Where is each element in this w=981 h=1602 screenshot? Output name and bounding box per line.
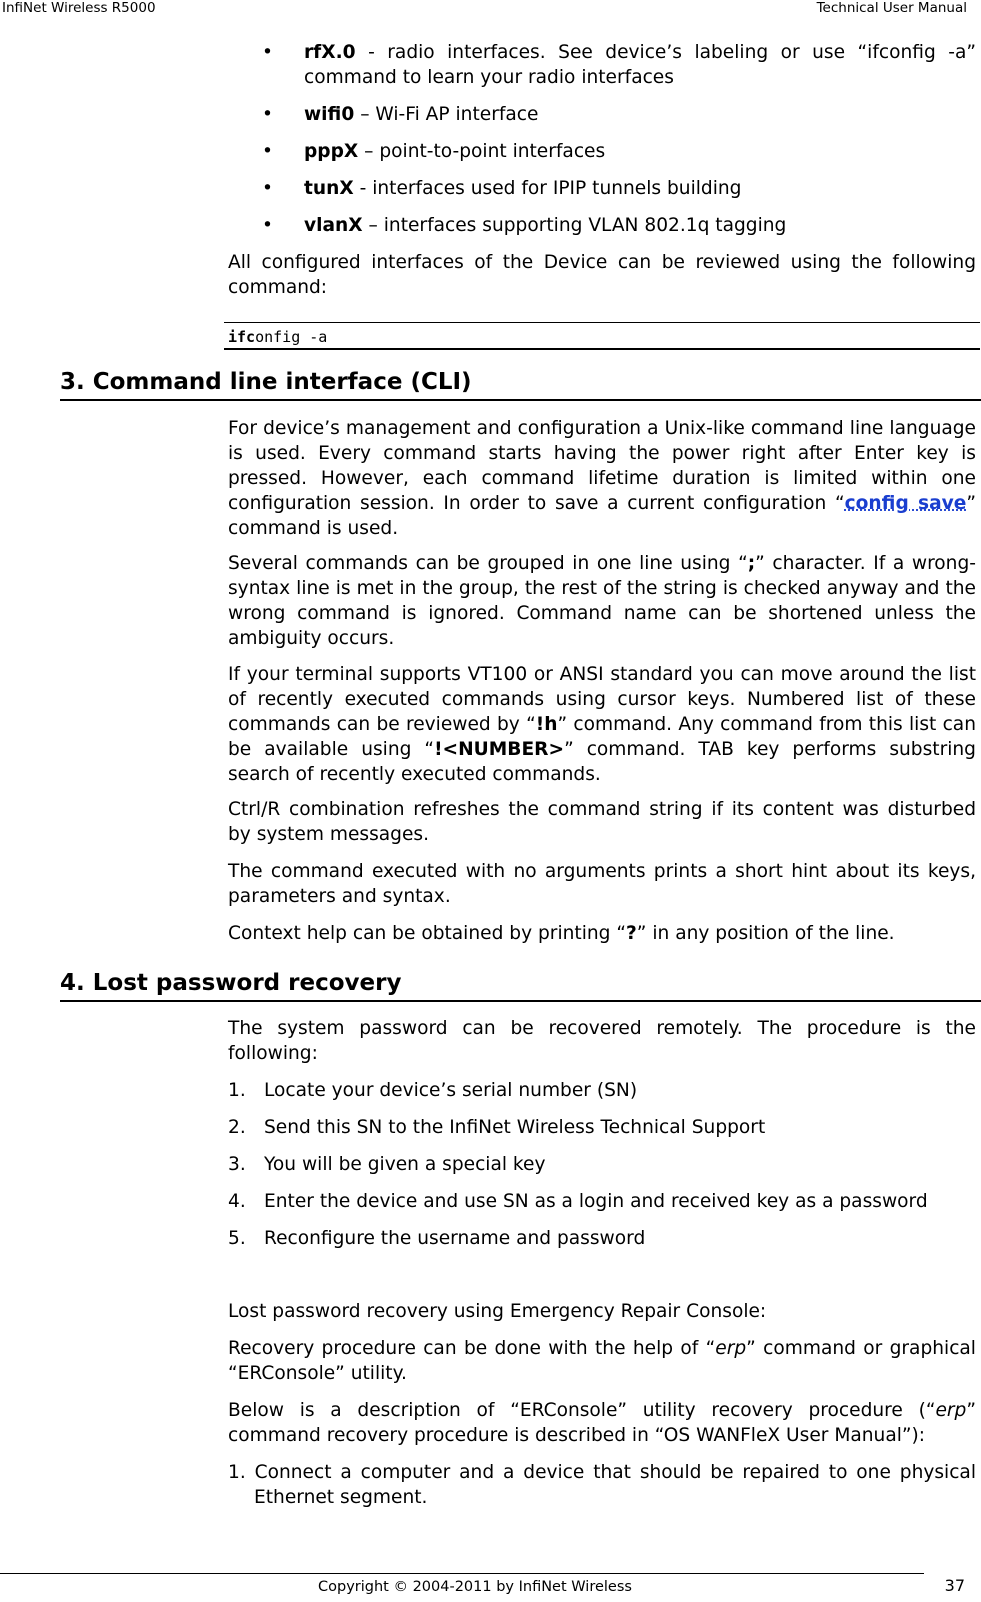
step-text: Locate your device’s serial number (SN): [264, 1080, 638, 1101]
paragraph: Ctrl/R combination refreshes the command string if its content was disturbed by system messages.: [228, 799, 976, 845]
step-number: 1.: [228, 1462, 246, 1483]
erc-step: [228, 1460, 976, 1510]
text: For device’s management and configuration a Unix-like command line language is used. Every command starts having the power right after Enter key is pressed. However, each command lifetime duration is limited within one configuration session. In order to save a current configuration “: [228, 418, 976, 514]
step-text: Connect a computer and a device that should be repaired to one physical Ethernet segment.: [254, 1462, 976, 1508]
page-number: 37: [944, 1576, 965, 1595]
step-number: 1.: [228, 1080, 246, 1101]
code-rest: onfig -a: [255, 328, 328, 346]
paragraph: [228, 416, 976, 541]
code-block: [224, 322, 980, 350]
list-item: [228, 102, 976, 127]
term: tunX: [304, 178, 354, 199]
paragraph: [228, 921, 976, 946]
list-item: [228, 1189, 976, 1214]
definition: - interfaces used for IPIP tunnels building: [353, 178, 742, 199]
text: ” command recovery procedure is described in “OS WANFleX User Manual”):: [228, 1400, 976, 1446]
term: pppX: [304, 141, 359, 162]
paragraph: The command executed with no arguments prints a short hint about its keys, parameters and syntax.: [228, 861, 976, 907]
copyright: Copyright © 2004-2011 by InfiNet Wireless: [318, 1579, 632, 1595]
footer-rule: [0, 1573, 924, 1574]
list-item: [228, 213, 976, 238]
definition: – interfaces supporting VLAN 802.1q tagging: [362, 215, 787, 236]
text: ” command is used.: [228, 493, 976, 539]
list-item: [228, 1115, 976, 1140]
step-text: Send this SN to the InfiNet Wireless Technical Support: [264, 1117, 766, 1138]
text: ” command or graphical “ERConsole” utility.: [228, 1338, 976, 1384]
section-number: 4.: [60, 970, 85, 996]
text: If your terminal supports VT100 or ANSI standard you can move around the list of recently executed commands using cursor keys. Numbered list of these commands can be reviewed by “: [228, 664, 976, 735]
running-header-right: Technical User Manual: [816, 0, 967, 16]
text: Recovery procedure can be done with the help of “: [228, 1338, 716, 1359]
list-item: [228, 1226, 976, 1251]
term: wifi0: [304, 104, 355, 125]
step-number: 4.: [228, 1191, 246, 1212]
text: Context help can be obtained by printing “: [228, 923, 626, 944]
paragraph: [228, 1398, 976, 1448]
text: ” in any position of the line.: [636, 923, 895, 944]
step-number: 3.: [228, 1154, 246, 1175]
code-bold: ifc: [228, 328, 256, 346]
section-heading-cli: [60, 367, 981, 401]
text: ” command. TAB key performs substring search of recently executed commands.: [228, 739, 976, 785]
term: vlanX: [304, 215, 363, 236]
interface-list: [228, 40, 976, 250]
text: ” character. If a wrong-syntax line is met in the group, the rest of the string is checked anyway and the wrong command is ignored. Command name can be shortened unless the ambiguity occurs.: [228, 553, 976, 649]
text: Below is a description of “ERConsole” utility recovery procedure (“: [228, 1400, 936, 1421]
paragraph: [228, 662, 976, 787]
step-text: Enter the device and use SN as a login and received key as a password: [264, 1191, 928, 1212]
bold-text: ?: [626, 923, 637, 944]
step-text: You will be given a special key: [264, 1154, 546, 1175]
bold-text: !h: [535, 714, 558, 735]
section-heading-password-recovery: [60, 968, 981, 1002]
italic-text: erp: [715, 1338, 747, 1359]
italic-text: erp: [935, 1400, 967, 1421]
step-text: Reconfigure the username and password: [264, 1228, 646, 1249]
running-header-left: InfiNet Wireless R5000: [2, 0, 156, 16]
bold-text: ;: [747, 553, 756, 574]
term: rfX.0: [304, 42, 356, 63]
section-number: 3.: [60, 369, 85, 395]
list-item: [228, 1078, 976, 1103]
list-item: [228, 176, 976, 201]
text: ” command. Any command from this list can be available using “: [228, 714, 976, 760]
config-save-link[interactable]: config save: [844, 493, 967, 514]
paragraph: The system password can be recovered remotely. The procedure is the following:: [228, 1018, 976, 1064]
definition: – Wi-Fi AP interface: [354, 104, 539, 125]
bold-text: !<NUMBER>: [434, 739, 565, 760]
intro-paragraph: All configured interfaces of the Device can be reviewed using the following command:: [228, 252, 976, 298]
text: Several commands can be grouped in one line using “: [228, 553, 748, 574]
step-number: 2.: [228, 1117, 246, 1138]
list-item: [228, 139, 976, 164]
recovery-steps: [228, 1078, 976, 1263]
section-title: Lost password recovery: [92, 970, 402, 996]
list-item: [228, 1152, 976, 1177]
definition: – point-to-point interfaces: [358, 141, 606, 162]
definition: - radio interfaces. See device’s labeling or use “ifconfig -a” command to learn your radio interfaces: [304, 42, 976, 88]
paragraph: [228, 551, 976, 651]
step-number: 5.: [228, 1228, 246, 1249]
section-title: Command line interface (CLI): [92, 369, 472, 395]
list-item: [228, 40, 976, 90]
paragraph: [228, 1336, 976, 1386]
paragraph: Lost password recovery using Emergency Repair Console:: [228, 1301, 767, 1322]
